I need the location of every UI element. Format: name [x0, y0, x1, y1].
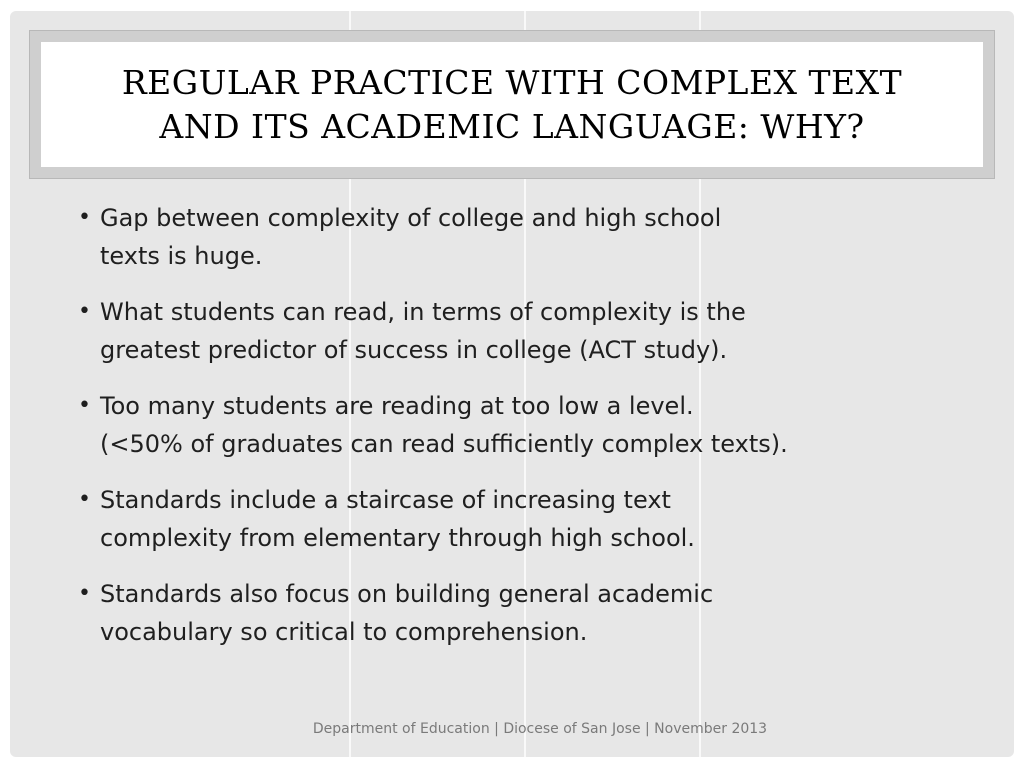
slide-footer: Department of Education | Diocese of San Jose | November 2013	[312, 721, 768, 737]
bullet-icon: •	[78, 299, 91, 324]
bullet-icon: •	[78, 581, 91, 606]
bullet-text-line-2: (<50% of graduates can read sufficiently complex texts).	[100, 430, 788, 458]
bullet-list	[74, 199, 964, 669]
slide-title-line-1: REGULAR PRACTICE WITH COMPLEX TEXT	[121, 62, 903, 102]
slide-title	[122, 61, 902, 149]
slide-title-line-2: AND ITS ACADEMIC LANGUAGE: WHY?	[159, 106, 865, 146]
bullet-item	[74, 481, 964, 557]
slide	[10, 11, 1014, 757]
bullet-icon: •	[78, 487, 91, 512]
bullet-text-line-1: What students can read, in terms of complexity is the	[100, 298, 746, 326]
bullet-text-line-1: Gap between complexity of college and high school	[100, 204, 722, 232]
bullet-text-line-1: Standards also focus on building general academic	[100, 580, 714, 608]
title-frame	[29, 30, 995, 179]
bullet-item	[74, 387, 964, 463]
bullet-text-line-1: Too many students are reading at too low a level.	[100, 392, 694, 420]
bullet-icon: •	[78, 393, 91, 418]
bullet-text-line-2: greatest predictor of success in college (ACT study).	[100, 336, 728, 364]
bullet-item	[74, 575, 964, 651]
bullet-icon: •	[78, 205, 91, 230]
bullet-text-line-2: complexity from elementary through high school.	[100, 524, 695, 552]
bullet-text-line-2: texts is huge.	[100, 242, 263, 270]
bullet-text-line-1: Standards include a staircase of increasing text	[100, 486, 671, 514]
bullet-text-line-2: vocabulary so critical to comprehension.	[100, 618, 588, 646]
title-box	[41, 42, 983, 167]
bullet-item	[74, 199, 964, 275]
bullet-item	[74, 293, 964, 369]
